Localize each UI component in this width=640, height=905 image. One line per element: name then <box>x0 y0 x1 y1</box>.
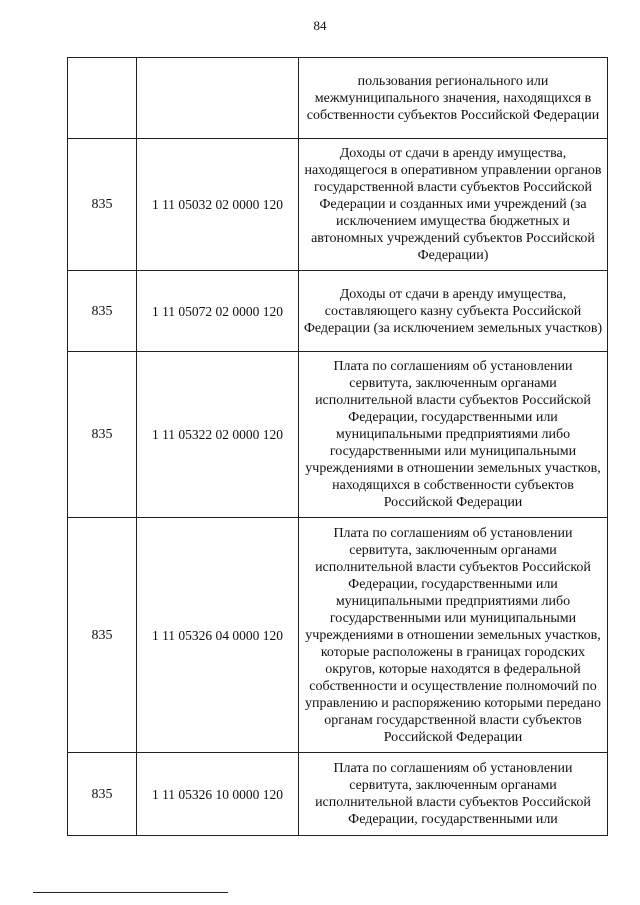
revenue-description-cell: Доходы от сдачи в аренду имущества, находящегося в оперативном управлении органов государственной власти субъектов Российской Федерации и созданных ими учреждений (за исключением имущества бюджетных и автономных учреждений субъектов Российской Федерации) <box>299 139 608 271</box>
table-row <box>68 58 608 139</box>
revenue-description-cell: Плата по соглашениям об установлении сервитута, заключенным органами исполнительной власти субъектов Российской Федерации, государственными или <box>299 753 608 836</box>
revenue-code-cell: 1 11 05322 02 0000 120 <box>137 352 299 518</box>
admin-code-cell <box>68 58 137 139</box>
admin-code-cell: 835 <box>68 271 137 352</box>
revenue-code-cell: 1 11 05326 10 0000 120 <box>137 753 299 836</box>
revenue-code-cell: 1 11 05326 04 0000 120 <box>137 518 299 753</box>
table-row <box>68 518 608 753</box>
admin-code-cell: 835 <box>68 139 137 271</box>
table-row <box>68 139 608 271</box>
revenue-description-cell: пользования регионального или межмуниципального значения, находящихся в собственности субъектов Российской Федерации <box>299 58 608 139</box>
revenue-description-cell: Доходы от сдачи в аренду имущества, составляющего казну субъекта Российской Федерации (за исключением земельных участков) <box>299 271 608 352</box>
revenue-description-cell: Плата по соглашениям об установлении сервитута, заключенным органами исполнительной власти субъектов Российской Федерации, государственными или муниципальными предприятиями либо государственными или муниципальными учреждениями в отношении земельных участков, находящихся в собственности субъектов Российской Федерации <box>299 352 608 518</box>
admin-code-cell: 835 <box>68 753 137 836</box>
footnote-divider <box>33 892 228 893</box>
revenue-description-cell: Плата по соглашениям об установлении сервитута, заключенным органами исполнительной власти субъектов Российской Федерации, государственными или муниципальными предприятиями либо государственными или муниципальными учреждениями в отношении земельных участков, которые расположены в границах городских округов, которые находятся в федеральной собственности и осуществление полномочий по управлению и распоряжению которыми передано органам государственной власти субъектов Российской Федерации <box>299 518 608 753</box>
table-row <box>68 271 608 352</box>
revenue-code-cell: 1 11 05072 02 0000 120 <box>137 271 299 352</box>
revenue-codes-table <box>67 57 608 836</box>
revenue-code-cell <box>137 58 299 139</box>
table-row <box>68 753 608 836</box>
admin-code-cell: 835 <box>68 352 137 518</box>
revenue-code-cell: 1 11 05032 02 0000 120 <box>137 139 299 271</box>
table-row <box>68 352 608 518</box>
admin-code-cell: 835 <box>68 518 137 753</box>
page-number: 84 <box>313 18 327 33</box>
